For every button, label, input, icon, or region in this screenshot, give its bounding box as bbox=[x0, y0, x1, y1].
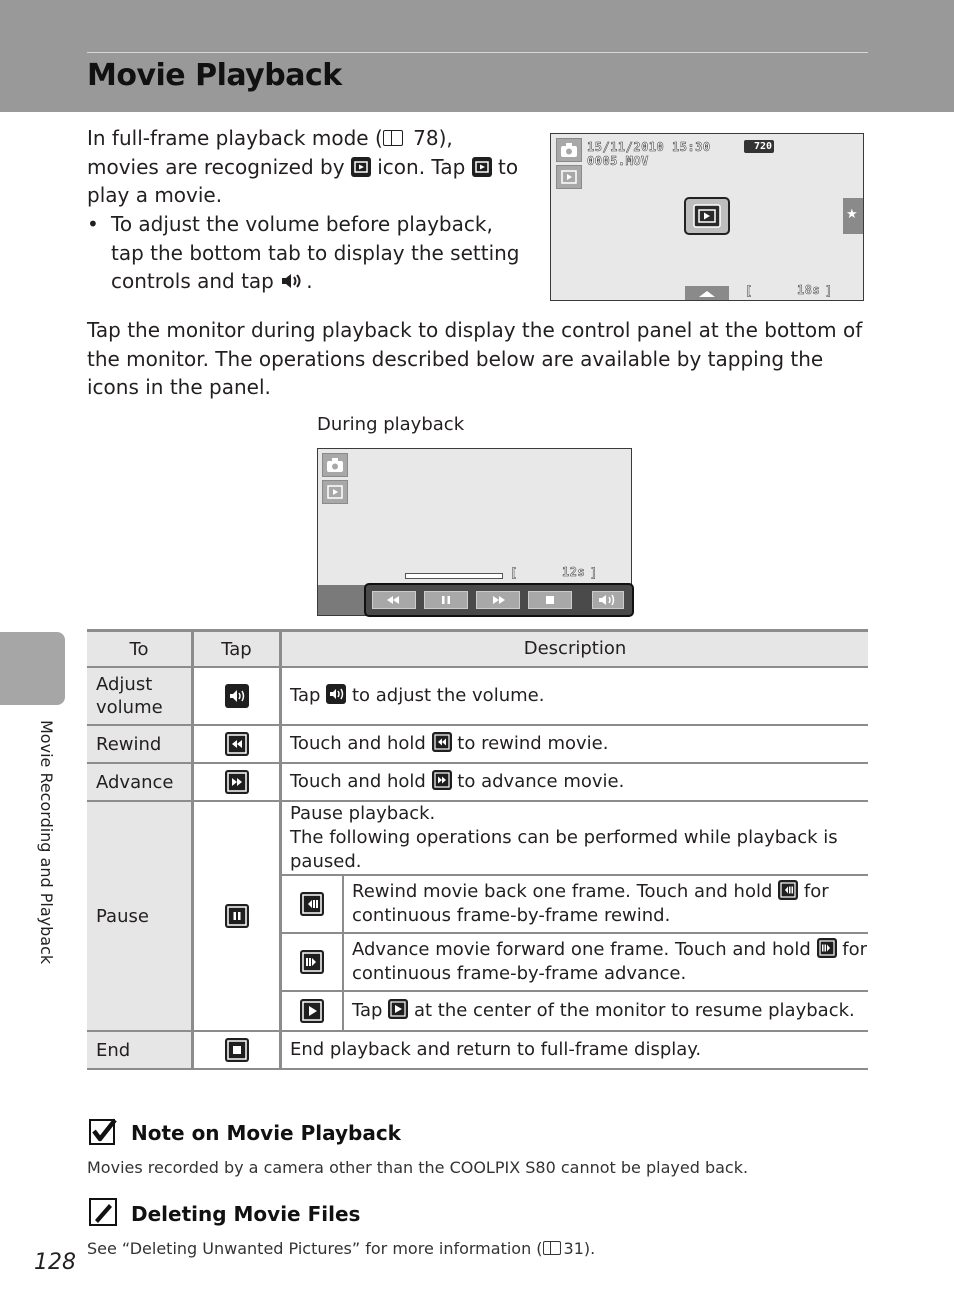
rewind-icon bbox=[373, 592, 415, 608]
panel-advance-button[interactable] bbox=[476, 591, 520, 609]
camera-mode-icon-2 bbox=[322, 453, 348, 477]
note1-title: Note on Movie Playback bbox=[131, 1121, 401, 1145]
adjust-desc-pre: Tap bbox=[290, 685, 321, 706]
movie-quality-icon bbox=[744, 140, 774, 153]
page-title: Movie Playback bbox=[87, 58, 342, 93]
up-arrow-icon bbox=[685, 287, 729, 301]
row-end-to: End bbox=[87, 1031, 193, 1069]
screen1-filename: 0005.MOV bbox=[587, 154, 649, 168]
control-panel bbox=[364, 583, 634, 617]
volume-desc-icon bbox=[326, 684, 346, 704]
row-pause-to: Pause bbox=[87, 801, 193, 1031]
table-row-pause bbox=[87, 801, 868, 875]
playback-mode-icon-2 bbox=[322, 480, 348, 504]
center-play-icon bbox=[686, 199, 728, 233]
pause-line1: Pause playback. bbox=[290, 803, 436, 824]
panel-volume-button[interactable] bbox=[592, 591, 624, 609]
panel-pause-button[interactable] bbox=[424, 591, 468, 609]
screen2-bracket-close: ] bbox=[590, 566, 598, 580]
advance-icon bbox=[477, 592, 519, 608]
stop-icon bbox=[529, 592, 571, 608]
play-icon bbox=[472, 157, 492, 177]
header-to: To bbox=[87, 631, 193, 668]
screen1-time-left: 18s bbox=[797, 283, 821, 297]
adjust-desc-post: to adjust the volume. bbox=[351, 685, 545, 706]
camera-mode-icon bbox=[556, 138, 582, 162]
volume-icon bbox=[593, 592, 623, 608]
rewind-desc-pre: Touch and hold bbox=[290, 733, 426, 754]
screen1-bracket-close: ] bbox=[825, 284, 833, 298]
rewind-desc-icon bbox=[432, 732, 452, 752]
header-rule bbox=[87, 52, 868, 53]
checkmark-note-icon bbox=[89, 1118, 117, 1146]
favorites-tab[interactable] bbox=[843, 198, 863, 234]
intro-text-2: icon. Tap bbox=[377, 154, 466, 179]
screen2-bracket-open: [ bbox=[510, 566, 518, 580]
playback-progress-bar bbox=[405, 573, 503, 579]
note2-title: Deleting Movie Files bbox=[131, 1202, 361, 1226]
side-label: Movie Recording and Playback bbox=[37, 720, 56, 965]
intro-paragraph bbox=[87, 124, 527, 210]
intro-text-3: to play a movie. bbox=[87, 154, 519, 207]
pencil-note-icon bbox=[89, 1198, 117, 1226]
side-tab bbox=[0, 632, 65, 705]
volume-tap-icon bbox=[225, 684, 249, 708]
rewind-desc-post: to rewind movie. bbox=[457, 733, 609, 754]
screen1-datetime: 15/11/2010 15:30 bbox=[587, 140, 711, 154]
frame-back-desc-icon bbox=[778, 880, 798, 900]
book-ref-icon bbox=[383, 130, 403, 146]
frame-forward-pre: Advance movie forward one frame. Touch and hold bbox=[352, 939, 811, 960]
bullet-dot: • bbox=[87, 212, 99, 236]
rewind-tap-icon bbox=[225, 732, 249, 756]
note1-body: Movies recorded by a camera other than the COOLPIX S80 cannot be played back. bbox=[87, 1158, 749, 1177]
pause-icon bbox=[425, 592, 467, 608]
header-band bbox=[0, 0, 954, 112]
volume-inline-icon bbox=[280, 270, 306, 290]
frame-back-tap-icon bbox=[300, 892, 324, 916]
frame-forward-desc-icon bbox=[817, 938, 837, 958]
header-description: Description bbox=[281, 631, 869, 668]
resume-desc-icon bbox=[388, 999, 408, 1019]
frame-back-pre: Rewind movie back one frame. Touch and hold bbox=[352, 881, 773, 902]
center-play-button[interactable] bbox=[684, 197, 730, 235]
operations-table bbox=[87, 629, 868, 1070]
advance-desc-post: to advance movie. bbox=[457, 771, 625, 792]
table-header-row bbox=[87, 631, 868, 668]
movie-quality-label: 720 bbox=[753, 141, 772, 152]
screen1-bracket-open: [ bbox=[745, 284, 753, 298]
control-panel-paragraph: Tap the monitor during playback to display the control panel at the bottom of the monitor. The operations described below are available by tapping the icons in the panel. bbox=[87, 318, 863, 399]
panel-stop-button[interactable] bbox=[528, 591, 572, 609]
table-row-end bbox=[87, 1031, 868, 1069]
bullet-text: To adjust the volume before playback, tap the bottom tab to display the setting controls and tap bbox=[111, 212, 520, 293]
volume-bullet bbox=[87, 210, 527, 296]
star-icon: ★ bbox=[846, 207, 858, 222]
page-number: 128 bbox=[34, 1250, 76, 1275]
advance-desc-icon bbox=[432, 770, 452, 790]
frame-forward-tap-icon bbox=[300, 950, 324, 974]
row-adjust-to: Adjust volume bbox=[87, 667, 193, 725]
frame-forward-post: for continuous frame-by-frame advance. bbox=[352, 939, 868, 984]
play-mode-icon bbox=[351, 157, 371, 177]
table-row-adjust-volume bbox=[87, 667, 868, 725]
row-rewind-to: Rewind bbox=[87, 725, 193, 763]
intro-text-ref: 78), movies are recognized by bbox=[87, 126, 453, 179]
panel-rewind-button[interactable] bbox=[372, 591, 416, 609]
frame-back-post: for continuous frame-by-frame rewind. bbox=[352, 881, 829, 926]
bottom-tab[interactable] bbox=[685, 286, 729, 300]
book-ref-icon-2 bbox=[543, 1241, 561, 1255]
pause-tap-icon bbox=[225, 904, 249, 928]
bullet-end: . bbox=[306, 269, 313, 293]
note2-body-text: See “Deleting Unwanted Pictures” for more information ( bbox=[87, 1239, 543, 1258]
intro-text-1: In full-frame playback mode ( bbox=[87, 126, 383, 150]
resume-pre: Tap bbox=[352, 1000, 383, 1021]
full-frame-playback-screen bbox=[550, 133, 864, 301]
resume-tap-icon bbox=[300, 999, 324, 1023]
resume-post: at the center of the monitor to resume playback. bbox=[413, 1000, 855, 1021]
end-desc: End playback and return to full-frame display. bbox=[281, 1031, 869, 1069]
during-playback-caption: During playback bbox=[317, 414, 465, 435]
note2-body bbox=[87, 1239, 595, 1258]
row-advance-to: Advance bbox=[87, 763, 193, 801]
end-tap-icon bbox=[225, 1038, 249, 1062]
during-playback-screen bbox=[317, 448, 632, 616]
table-row-advance bbox=[87, 763, 868, 801]
screen2-time-left: 12s bbox=[562, 565, 586, 579]
advance-desc-pre: Touch and hold bbox=[290, 771, 426, 792]
table-row-rewind bbox=[87, 725, 868, 763]
playback-mode-icon bbox=[556, 165, 582, 189]
advance-tap-icon bbox=[225, 770, 249, 794]
note2-body-ref: 31). bbox=[563, 1239, 596, 1258]
header-tap: Tap bbox=[193, 631, 281, 668]
pause-line2: The following operations can be performed while playback is paused. bbox=[290, 827, 838, 872]
